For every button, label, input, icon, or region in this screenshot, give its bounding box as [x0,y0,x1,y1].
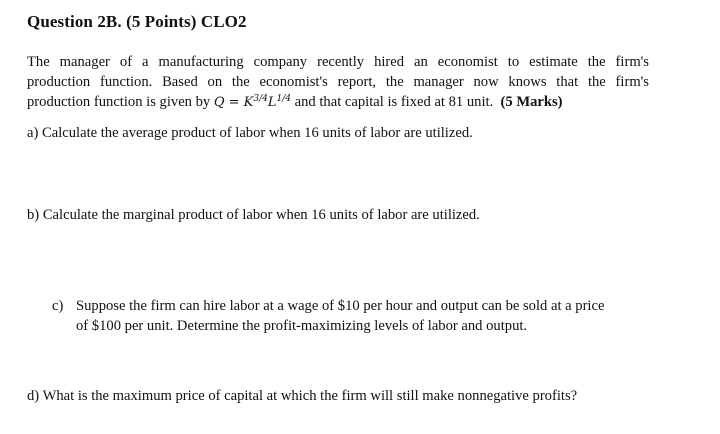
formula-l: L [267,95,277,110]
intro-line-1: The manager of a manufacturing company recently hired an economist to estimate the firm's [27,54,649,70]
part-a [27,123,473,143]
marks-label: (5 Marks) [500,94,563,110]
intro-line-2: production function. Based on the economist's report, the manager now knows that the firm's [27,74,649,90]
intro-line-3-end: and that capital is fixed at 81 unit. [291,94,494,110]
production-function-formula [214,95,291,110]
part-c-text [76,296,652,336]
part-a-text: Calculate the average product of labor when 16 units of labor are utilized. [42,125,473,141]
intro-line-3-start: production function is given by [27,94,214,110]
intro-line-3 [27,92,649,113]
part-c-label: c) [52,298,64,314]
part-d-label: d) [27,388,40,404]
part-d-text: What is the maximum price of capital at which the firm will still make nonnegative profits? [42,388,578,404]
part-b [27,205,480,225]
part-a-label: a) [27,125,39,141]
part-d [27,386,577,406]
question-intro [27,52,649,113]
part-c-line-1: Suppose the firm can hire labor at a wage of $10 per hour and output can be sold at a price [76,298,605,314]
part-c-line-2: of $100 per unit. Determine the profit-maximizing levels of labor and output. [76,318,528,334]
formula-k-exponent: 3/4 [253,94,268,104]
formula-q-k: Q = K [213,95,254,110]
part-b-label: b) [27,207,40,223]
formula-l-exponent: 1/4 [276,94,291,104]
part-b-text: Calculate the marginal product of labor when 16 units of labor are utilized. [42,207,480,223]
question-title: Question 2B. (5 Points) CLO2 [27,12,247,31]
part-c [52,296,652,336]
